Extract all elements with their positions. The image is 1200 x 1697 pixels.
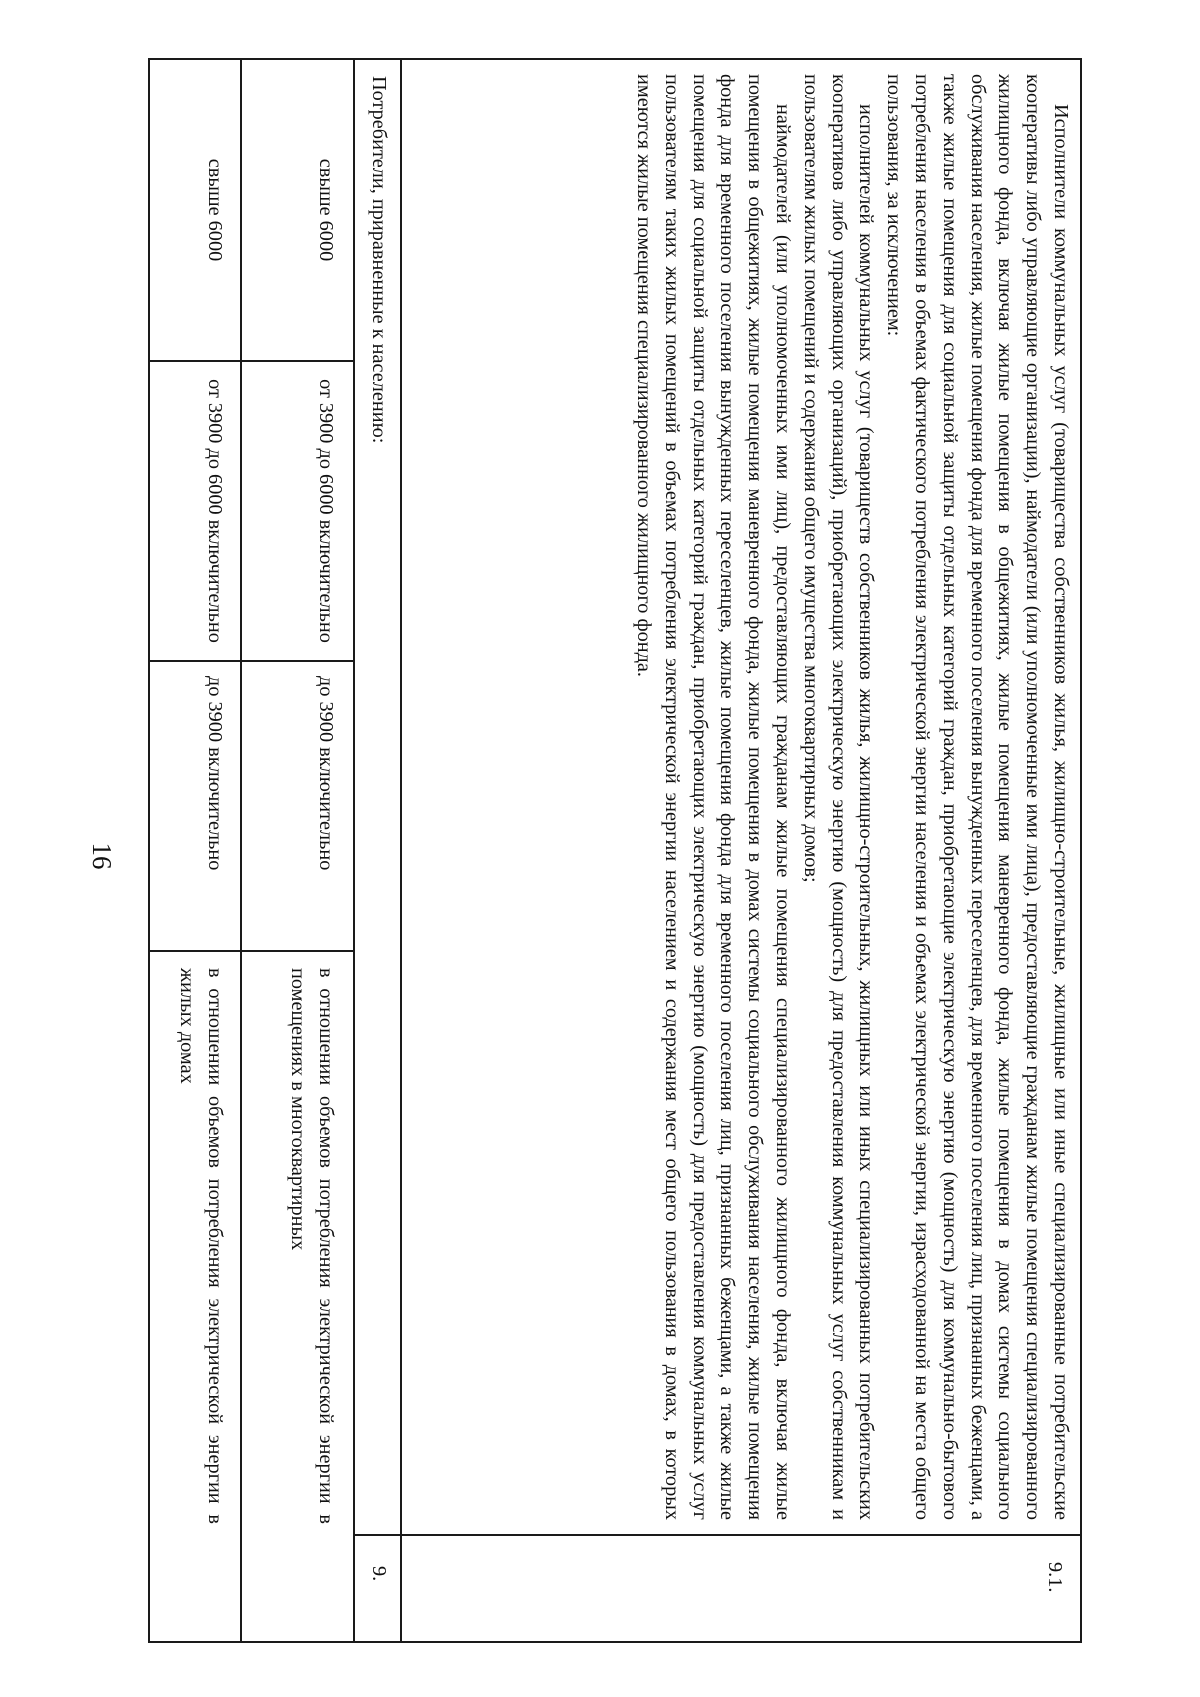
row-a-value-1: до 3900 включительно <box>204 676 226 871</box>
row-a-value-1-cell <box>150 662 240 950</box>
row-9-1-number-cell <box>402 1536 1080 1641</box>
row-9-1-text-cell <box>402 60 1080 1534</box>
row-9-1-paragraph-1: Исполнители коммунальных услуг (товарищества собственников жилья, жилищно-строительные, жилищные или иные специализированные потребительские кооперативы либо управляющие организации), наймодатели (или уполномоченные ими лица), предоставляющие гражданам жилые помещения специализированного жилищного фонда, включая жилые помещения в общежитиях, жилые помещения маневренного фонда, жилые помещения в домах системы социального обслуживания населения, жилые помещения фонда для временного поселения вынужденных переселенцев, для временного поселения лиц, признанных беженцами, а также жилые помещения для социальной защиты отдельных категорий граждан, приобретающие электрическую энергию (мощность) для коммунально-бытового потребления населения в объемах фактического потребления электрической энергии населения и объемах электрической энергии, израсходованной на места общего пользования, за исключением: <box>883 74 1072 1520</box>
row-a-label: в отношении объемов потребления электрической энергии в жилых домах <box>176 968 226 1524</box>
table-border-bottom <box>148 1641 1081 1643</box>
row-9-text: Потребители, приравненные к населению: <box>368 76 390 444</box>
row-b-label: в отношении объемов потребления электрической энергии в помещениях в многоквартирных <box>287 968 337 1524</box>
row-9-number-cell <box>355 1536 400 1641</box>
row-9-1-text <box>629 60 1080 1534</box>
row-b-label-cell <box>242 952 353 1534</box>
table-border-right <box>1080 58 1082 1643</box>
row-a-value-3: свыше 6000 <box>204 158 226 262</box>
row-a-value-3-cell <box>150 60 240 360</box>
row-b-value-2-cell <box>242 362 353 660</box>
row-b-value-3: свыше 6000 <box>315 158 337 262</box>
row-b-value-2: от 3900 до 6000 включительно <box>315 379 337 643</box>
row-a-value-2-cell <box>150 362 240 660</box>
row-b-value-1-cell <box>242 662 353 950</box>
row-9-1-paragraph-2: исполнителей коммунальных услуг (товариществ собственников жилья, жилищно-строительных, жилищных или иных специализированных потребительских кооперативов либо управляющих организаций), приобретающих электрическую энергию (мощность) для предоставления коммунальных услуг собственникам и пользователям жилых помещений и содержания общего имущества многоквартирных домов; <box>799 74 878 1520</box>
row-a-label-cell <box>150 952 240 1534</box>
row-9-1-paragraph-3: наймодателей (или уполномоченных ими лиц), предоставляющих гражданам жилые помещения специализированного жилищного фонда, включая жилые помещения в общежитиях, жилые помещения маневренного фонда, жилые помещения в домах системы социального обслуживания населения, жилые помещения фонда для временного поселения вынужденных переселенцев, жилые помещения фонда для временного поселения лиц, признанных беженцами, а также жилые помещения для социальной защиты отдельных категорий граждан, приобретающих электрическую энергию (мощность) для предоставления коммунальных услуг пользователям таких жилых помещений в объемах потребления электрической энергии населением и содержания мест общего пользования в домах, в которых имеются жилые помещения специализированного жилищного фонда. <box>633 74 795 1520</box>
row-9-number: 9. <box>368 1566 390 1582</box>
row-b-value-3-cell <box>242 60 353 360</box>
row-9-text-cell <box>355 60 400 1534</box>
row-9-1-number: 9.1. <box>1044 1562 1066 1593</box>
page-number: 16 <box>87 842 117 870</box>
row-a-value-2: от 3900 до 6000 включительно <box>204 379 226 643</box>
row-b-value-1: до 3900 включительно <box>315 676 337 871</box>
